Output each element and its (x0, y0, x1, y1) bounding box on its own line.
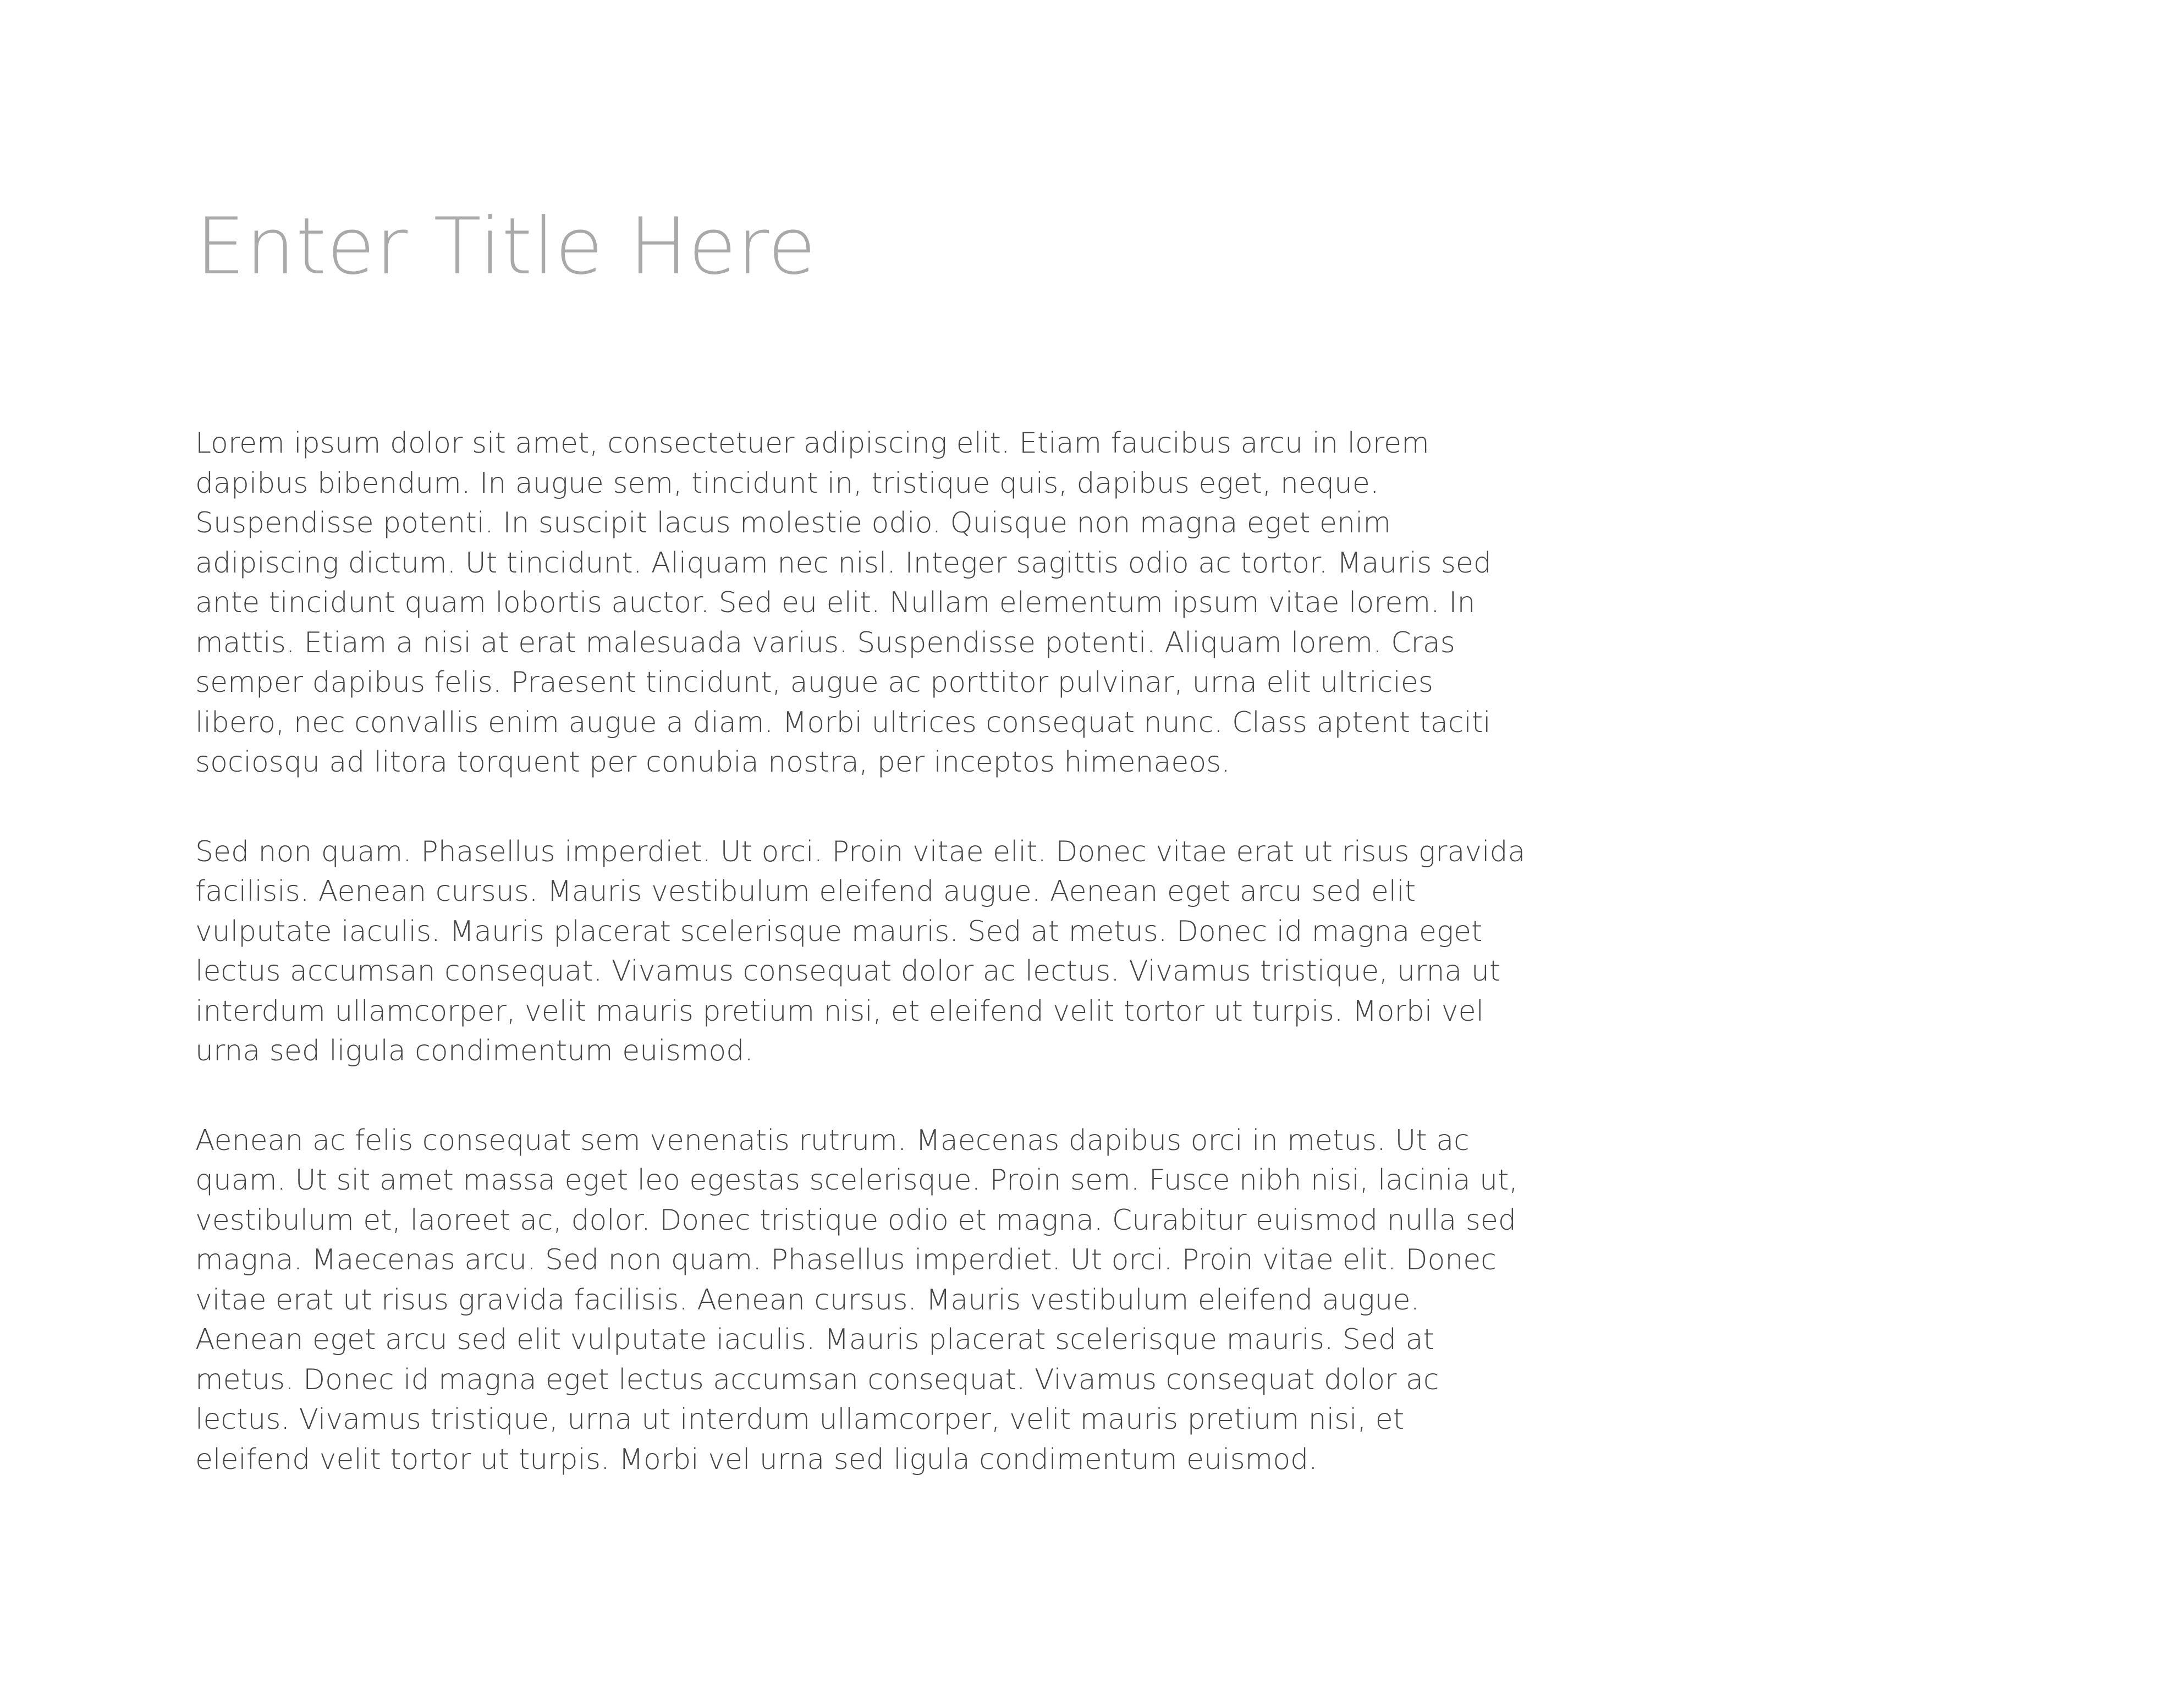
paragraph-1: Lorem ipsum dolor sit amet, consectetuer adipiscing elit. Etiam faucibus arcu in lorem dapibus bibendum. In augue sem, tincidunt in, tristique quis, dapibus eget, neque. Suspendisse potenti. In suscipit lacus molestie odio. Quisque non magna eget enim adipiscing dictum. Ut tincidunt. Aliquam nec nisl. Integer sagittis odio ac tortor. Mauris sed ante tincidunt quam lobortis auctor. Sed eu elit. Nullam elementum ipsum vitae lorem. In mattis. Etiam a nisi at erat malesuada varius. Suspendisse potenti. Aliquam lorem. Cras semper dapibus felis. Praesent tincidunt, augue ac porttitor pulvinar, urna elit ultricies libero, nec convallis enim augue a diam. Morbi ultrices consequat nunc. Class aptent taciti sociosqu ad litora torquent per conubia nostra, per inceptos himenaeos. (195, 427, 1492, 779)
paragraph-2: Sed non quam. Phasellus imperdiet. Ut orci. Proin vitae elit. Donec vitae erat ut risus gravida facilisis. Aenean cursus. Mauris vestibulum eleifend augue. Aenean eget arcu sed elit vulputate iaculis. Mauris placerat scelerisque mauris. Sed at metus. Donec id magna eget lectus accumsan consequat. Vivamus consequat dolor ac lectus. Vivamus tristique, urna ut interdum ullamcorper, velit mauris pretium nisi, et eleifend velit tortor ut turpis. Morbi vel urna sed ligula condimentum euismod. (195, 835, 1526, 1067)
body-text (195, 423, 1526, 1479)
paragraph-3: Aenean ac felis consequat sem venenatis rutrum. Maecenas dapibus orci in metus. Ut ac quam. Ut sit amet massa eget leo egestas scelerisque. Proin sem. Fusce nibh nisi, lacinia ut, vestibulum et, laoreet ac, dolor. Donec tristique odio et magna. Curabitur euismod nulla sed magna. Maecenas arcu. Sed non quam. Phasellus imperdiet. Ut orci. Proin vitae elit. Donec vitae erat ut risus gravida facilisis. Aenean cursus. Mauris vestibulum eleifend augue. Aenean eget arcu sed elit vulputate iaculis. Mauris placerat scelerisque mauris. Sed at metus. Donec id magna eget lectus accumsan consequat. Vivamus consequat dolor ac lectus. Vivamus tristique, urna ut interdum ullamcorper, velit mauris pretium nisi, et eleifend velit tortor ut turpis. Morbi vel urna sed ligula condimentum euismod. (195, 1124, 1518, 1476)
page-title: Enter Title Here (196, 201, 817, 292)
